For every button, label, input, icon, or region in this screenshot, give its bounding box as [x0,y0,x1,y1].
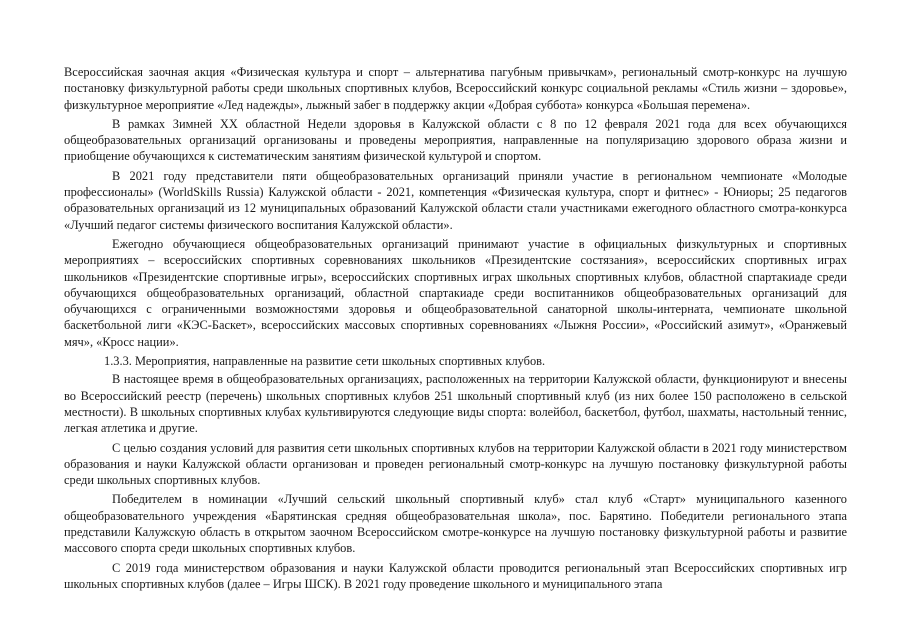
paragraph-contest-winner: Победителем в номинации «Лучший сельский школьный спортивный клуб» стал клуб «Старт» муниципального казенного общеобразовательного учреждения «Барятинская средняя общеобразовательная школа», пос. Барятино. Победители регионального этапа представили Калужскую область в открытом заочном Всероссийском смотре-конкурсе на лучшую постановку физкультурной работы и развитие массового спорта среди школьных спортивных клубов. [64,492,847,556]
paragraph-club-contest: С целью создания условий для развития сети школьных спортивных клубов на территории Калужской области в 2021 году министерством образования и науки Калужской области организован и проведен региональный смотр-конкурс на лучшую постановку физкультурной работы среди школьных спортивных клубов. [64,440,847,488]
section-heading-1-3-3: 1.3.3. Мероприятия, направленные на развитие сети школьных спортивных клубов. [104,354,546,369]
paragraph-school-clubs-count: В настоящее время в общеобразовательных организациях, расположенных на территории Калужской области, функционируют и внесены во Всероссийский реестр (перечень) школьных спортивных клубов 251 школьный спортивный клуб (из них более 150 расположено в сельской местности). В школьных спортивных клубах культивируются следующие виды спорта: волейбол, баскетбол, футбол, шахматы, настольный теннис, легкая атлетика и другие. [64,372,847,436]
document-body [64,64,847,592]
paragraph-worldskills: В 2021 году представители пяти общеобразовательных организаций приняли участие в региональном чемпионате «Молодые профессионалы» (WorldSkills Russia) Калужской области - 2021, компетенция «Физическая культура, спорт и фитнес» - Юниоры; 25 педагогов образовательных организаций из 12 муниципальных образований Калужской области стали участниками ежегодного областного смотра-конкурса «Лучший педагог системы физического воспитания Калужской области». [64,168,847,232]
paragraph-events-list: Всероссийская заочная акция «Физическая культура и спорт – альтернатива пагубным привычкам», региональный смотр-конкурс на лучшую постановку физкультурной работы среди школьных спортивных клубов, Всероссийский конкурс социальной рекламы «Стиль жизни – здоровье», физкультурное мероприятие «Лед надежды», лыжный забег в поддержку акции «Добрая суббота» конкурса «Большая перемена». [64,65,847,112]
paragraph-official-competitions: Ежегодно обучающиеся общеобразовательных организаций принимают участие в официальных физкультурных и спортивных мероприятиях – всероссийских спортивных соревнованиях школьников «Президентские состязания», всероссийских спортивных играх школьников «Президентские спортивные игры», всероссийских спортивных играх школьных спортивных клубов, областной спартакиаде среди обучающихся общеобразовательных организаций, областной спартакиаде среди воспитанников общеобразовательных организаций для обучающихся с ограниченными возможностями здоровья и общеобразовательной санаторной школы-интерната, чемпионате школьной баскетбольной лиги «КЭС-Баскет», всероссийских массовых спортивных соревнованиях «Лыжня России», «Российский азимут», «Оранжевый мяч», «Кросс нации». [64,236,847,349]
paragraph-club-games: С 2019 года министерством образования и науки Калужской области проводится региональный этап Всероссийских спортивных игр школьных спортивных клубов (далее – Игры ШСК). В 2021 году проведение школьного и муниципального этапа [64,560,847,591]
paragraph-health-week: В рамках Зимней XX областной Недели здоровья в Калужской области с 8 по 12 февраля 2021 года для всех обучающихся общеобразовательных организаций организованы и проведены мероприятия, направленные на популяризацию здорового образа жизни и приобщение обучающихся к систематическим занятиям физической культурой и спортом. [64,116,847,164]
